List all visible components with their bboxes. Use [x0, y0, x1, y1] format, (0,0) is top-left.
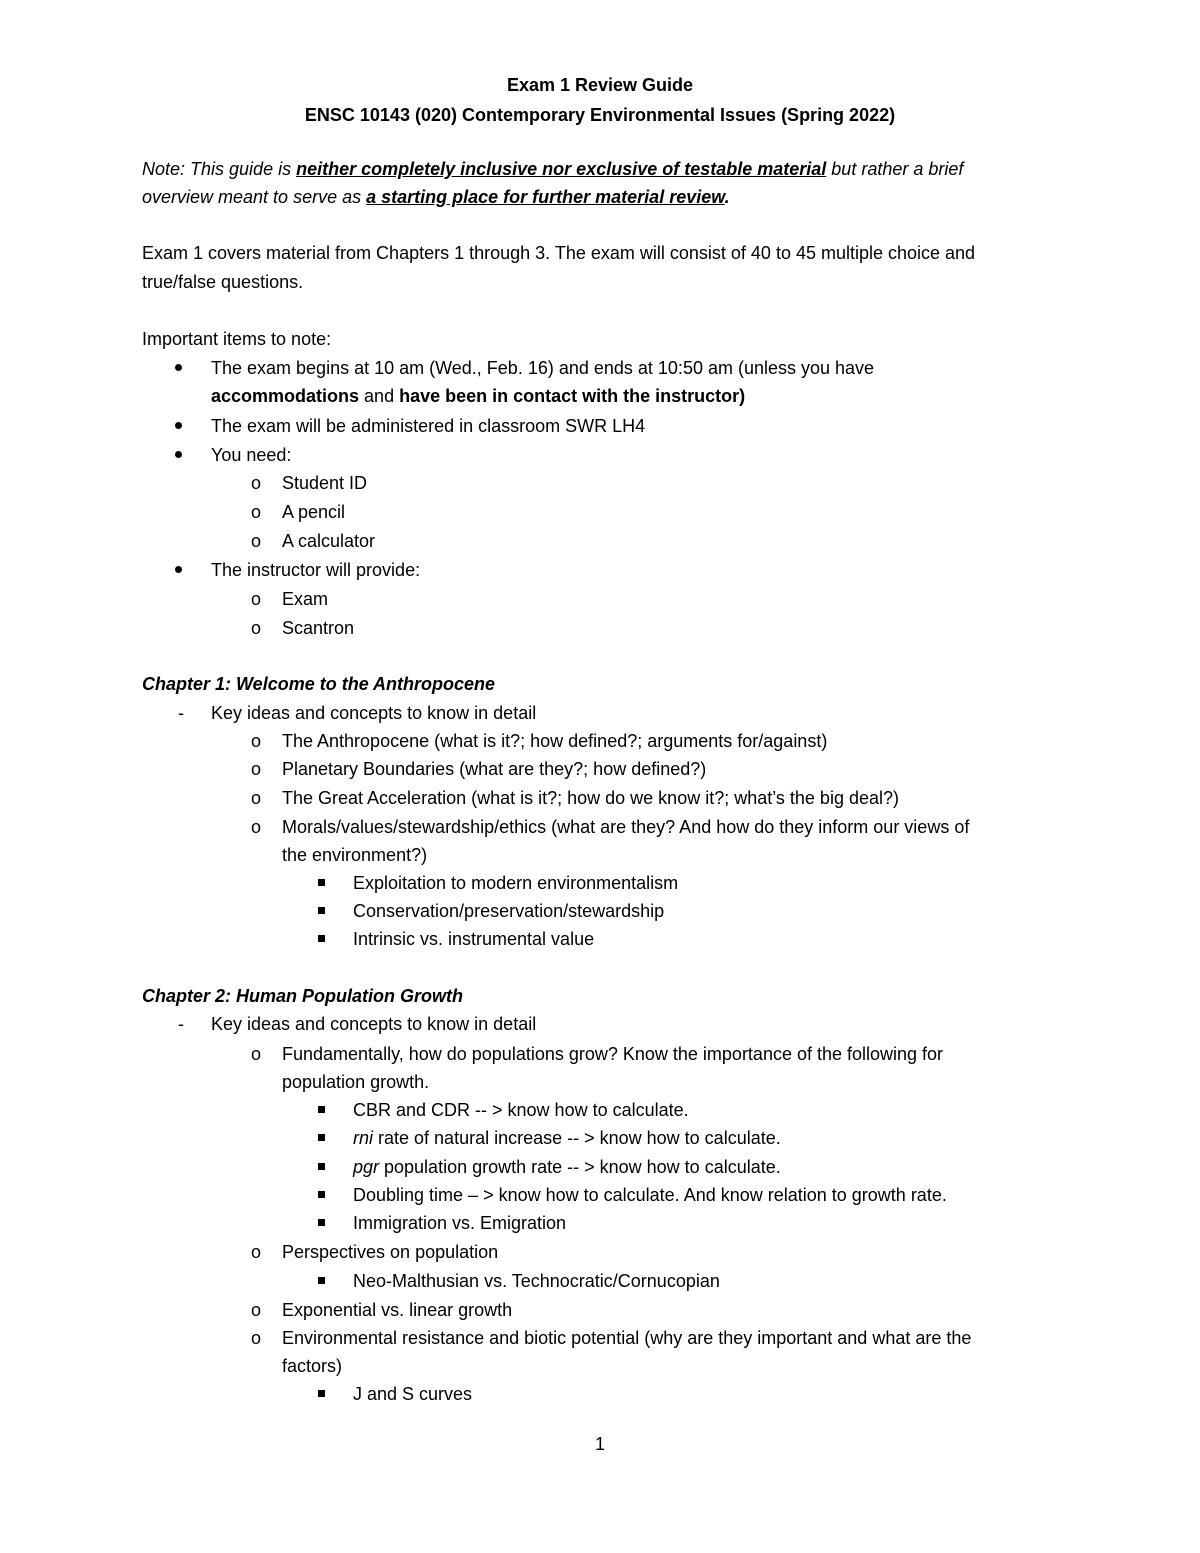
chapter-1-item-4-cont: the environment?)	[282, 845, 428, 865]
circle-marker: o	[251, 731, 262, 751]
chapter-2-item-4: Environmental resistance and biotic potential (why are they important and what are the	[282, 1328, 972, 1348]
square-bullet	[318, 1163, 325, 1170]
square-bullet	[318, 1191, 325, 1198]
square-bullet	[318, 1277, 325, 1284]
provide-item: Scantron	[282, 618, 355, 638]
circle-marker: o	[251, 502, 262, 522]
chapter-2-item-3: Exponential vs. linear growth	[282, 1300, 513, 1320]
bullet-dot	[175, 422, 182, 429]
circle-marker: o	[251, 1328, 262, 1348]
note-emphasis-1: neither completely inclusive nor exclusive of testable material	[296, 159, 827, 179]
chapter-2-key: Key ideas and concepts to know in detail	[211, 1014, 537, 1034]
note-label: Note:	[142, 159, 186, 179]
chapter-1-heading: Chapter 1: Welcome to the Anthropocene	[142, 674, 496, 694]
chapter-1-item-1: The Anthropocene (what is it?; how defined?; arguments for/against)	[282, 731, 828, 751]
note-text-3: overview meant to serve as	[142, 187, 367, 207]
circle-marker: o	[251, 531, 262, 551]
circle-marker: o	[251, 788, 262, 808]
document-title: Exam 1 Review Guide	[506, 75, 694, 95]
chapter-2-subitem: CBR and CDR -- > know how to calculate.	[353, 1100, 689, 1120]
intro-line-1: Exam 1 covers material from Chapters 1 through 3. The exam will consist of 40 to 45 multiple choice and	[142, 243, 976, 263]
chapter-2-subitem: Doubling time – > know how to calculate. And know relation to growth rate.	[353, 1185, 947, 1205]
note-end: .	[724, 187, 730, 207]
chapter-2-subitem	[353, 1155, 781, 1179]
important-item-1-cont	[211, 384, 745, 408]
circle-marker: o	[251, 473, 262, 493]
chapter-1-subitem: Exploitation to modern environmentalism	[353, 873, 679, 893]
note-line-2	[142, 185, 730, 209]
bullet-dot	[175, 451, 182, 458]
intro-line-2: true/false questions.	[142, 272, 304, 292]
square-bullet	[318, 1106, 325, 1113]
note-text-2: but rather a brief	[826, 159, 964, 179]
important-item-2: The exam will be administered in classroom SWR LH4	[211, 416, 646, 436]
important-item-1: The exam begins at 10 am (Wed., Feb. 16) and ends at 10:50 am (unless you have	[211, 358, 875, 378]
chapter-2-subitem: J and S curves	[353, 1384, 473, 1404]
note-text: This guide is	[185, 159, 297, 179]
provide-item: Exam	[282, 589, 329, 609]
square-bullet	[318, 879, 325, 886]
course-title: ENSC 10143 (020) Contemporary Environmental Issues (Spring 2022)	[304, 105, 896, 125]
chapter-2-item-2: Perspectives on population	[282, 1242, 499, 1262]
chapter-1-item-2: Planetary Boundaries (what are they?; how defined?)	[282, 759, 707, 779]
bullet-dot	[175, 364, 182, 371]
chapter-1-item-3: The Great Acceleration (what is it?; how do we know it?; what’s the big deal?)	[282, 788, 899, 808]
page-number: 1	[594, 1434, 605, 1454]
note-emphasis-2: a starting place for further material review	[366, 187, 725, 207]
chapter-2-item-1: Fundamentally, how do populations grow? Know the importance of the following for	[282, 1044, 944, 1064]
need-item: Student ID	[282, 473, 368, 493]
chapter-2-subitem: Neo-Malthusian vs. Technocratic/Cornucopian	[353, 1271, 720, 1291]
need-item: A pencil	[282, 502, 346, 522]
pgr-term: pgr	[353, 1157, 380, 1177]
important-heading: Important items to note:	[142, 329, 332, 349]
bullet-dot	[175, 566, 182, 573]
dash-marker: -	[178, 1014, 184, 1034]
chapter-1-subitem: Intrinsic vs. instrumental value	[353, 929, 595, 949]
circle-marker: o	[251, 1300, 262, 1320]
circle-marker: o	[251, 817, 262, 837]
circle-marker: o	[251, 1044, 262, 1064]
contact-text: have been in contact with the instructor)	[399, 386, 746, 406]
rni-text: rate of natural increase -- > know how to calculate.	[373, 1128, 781, 1148]
chapter-1-key: Key ideas and concepts to know in detail	[211, 703, 537, 723]
square-bullet	[318, 1390, 325, 1397]
chapter-2-subitem: Immigration vs. Emigration	[353, 1213, 567, 1233]
chapter-1-subitem: Conservation/preservation/stewardship	[353, 901, 665, 921]
chapter-2-heading: Chapter 2: Human Population Growth	[142, 986, 464, 1006]
dash-marker: -	[178, 703, 184, 723]
accommodations-text: accommodations	[211, 386, 360, 406]
chapter-2-subitem	[353, 1126, 781, 1150]
square-bullet	[318, 1219, 325, 1226]
circle-marker: o	[251, 618, 262, 638]
square-bullet	[318, 935, 325, 942]
rni-term: rni	[353, 1128, 374, 1148]
chapter-2-item-1-cont: population growth.	[282, 1072, 430, 1092]
and-text: and	[359, 386, 400, 406]
chapter-1-item-4: Morals/values/stewardship/ethics (what are they? And how do they inform our views of	[282, 817, 970, 837]
pgr-text: population growth rate -- > know how to calculate.	[379, 1157, 781, 1177]
chapter-2-item-4-cont: factors)	[282, 1356, 343, 1376]
circle-marker: o	[251, 759, 262, 779]
square-bullet	[318, 1134, 325, 1141]
important-item-4: The instructor will provide:	[211, 560, 421, 580]
circle-marker: o	[251, 1242, 262, 1262]
circle-marker: o	[251, 589, 262, 609]
important-item-3: You need:	[211, 445, 292, 465]
need-item: A calculator	[282, 531, 376, 551]
square-bullet	[318, 907, 325, 914]
note-line-1	[142, 157, 963, 181]
